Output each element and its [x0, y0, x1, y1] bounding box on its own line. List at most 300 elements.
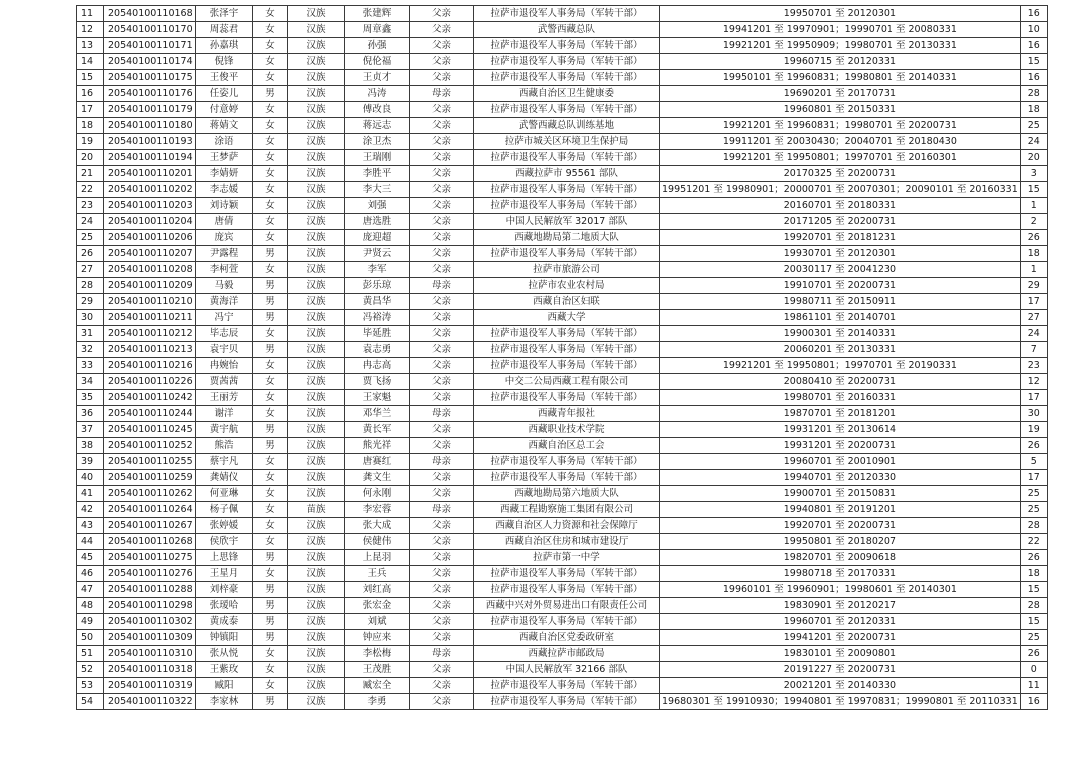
ethnicity-cell: 汉族 [288, 566, 345, 582]
table-row [77, 262, 1048, 278]
gender-cell: 女 [253, 358, 288, 374]
service-period-cell: 19861101 至 20140701 [660, 310, 1021, 326]
parent-name-cell: 何永刚 [345, 486, 410, 502]
exam-id-cell: 20540100110319 [104, 678, 196, 694]
gender-cell: 女 [253, 70, 288, 86]
service-period-cell: 19960801 至 20150331 [660, 102, 1021, 118]
exam-id-cell: 20540100110170 [104, 22, 196, 38]
work-unit-cell: 西藏拉萨市邮政局 [474, 646, 660, 662]
table-row [77, 374, 1048, 390]
years-cell: 26 [1020, 646, 1047, 662]
relation-cell: 父亲 [410, 262, 474, 278]
parent-name-cell: 冯涛 [345, 86, 410, 102]
row-index-cell: 27 [77, 262, 104, 278]
exam-id-cell: 20540100110210 [104, 294, 196, 310]
exam-id-cell: 20540100110180 [104, 118, 196, 134]
exam-id-cell: 20540100110194 [104, 150, 196, 166]
ethnicity-cell: 汉族 [288, 150, 345, 166]
work-unit-cell: 西藏大学 [474, 310, 660, 326]
ethnicity-cell: 汉族 [288, 6, 345, 22]
years-cell: 7 [1020, 342, 1047, 358]
service-period-cell: 19940701 至 20120330 [660, 470, 1021, 486]
row-index-cell: 11 [77, 6, 104, 22]
relation-cell: 父亲 [410, 598, 474, 614]
work-unit-cell: 西藏青年报社 [474, 406, 660, 422]
gender-cell: 男 [253, 614, 288, 630]
table-row [77, 294, 1048, 310]
table-row [77, 454, 1048, 470]
service-period-cell: 20170325 至 20200731 [660, 166, 1021, 182]
years-cell: 15 [1020, 182, 1047, 198]
table-row [77, 630, 1048, 646]
years-cell: 16 [1020, 70, 1047, 86]
ethnicity-cell: 汉族 [288, 54, 345, 70]
student-name-cell: 冯宁 [196, 310, 253, 326]
student-name-cell: 任姿儿 [196, 86, 253, 102]
row-index-cell: 41 [77, 486, 104, 502]
work-unit-cell: 拉萨市第一中学 [474, 550, 660, 566]
years-cell: 29 [1020, 278, 1047, 294]
ethnicity-cell: 汉族 [288, 342, 345, 358]
relation-cell: 父亲 [410, 182, 474, 198]
exam-id-cell: 20540100110309 [104, 630, 196, 646]
years-cell: 5 [1020, 454, 1047, 470]
service-period-cell: 19870701 至 20181201 [660, 406, 1021, 422]
relation-cell: 父亲 [410, 326, 474, 342]
gender-cell: 男 [253, 86, 288, 102]
years-cell: 25 [1020, 630, 1047, 646]
exam-id-cell: 20540100110322 [104, 694, 196, 710]
gender-cell: 女 [253, 454, 288, 470]
ethnicity-cell: 汉族 [288, 390, 345, 406]
ethnicity-cell: 汉族 [288, 534, 345, 550]
work-unit-cell: 拉萨市退役军人事务局（军转干部） [474, 54, 660, 70]
gender-cell: 女 [253, 134, 288, 150]
gender-cell: 女 [253, 662, 288, 678]
student-name-cell: 刘梓豪 [196, 582, 253, 598]
ethnicity-cell: 汉族 [288, 646, 345, 662]
relation-cell: 母亲 [410, 406, 474, 422]
gender-cell: 女 [253, 230, 288, 246]
row-index-cell: 35 [77, 390, 104, 406]
relation-cell: 父亲 [410, 374, 474, 390]
row-index-cell: 23 [77, 198, 104, 214]
parent-name-cell: 尹贤云 [345, 246, 410, 262]
gender-cell: 女 [253, 150, 288, 166]
ethnicity-cell: 汉族 [288, 662, 345, 678]
parent-name-cell: 倪伦福 [345, 54, 410, 70]
parent-name-cell: 唐赛红 [345, 454, 410, 470]
service-period-cell: 19951201 至 19980901；20000701 至 20070301；20090101 至 20160331 [660, 182, 1021, 198]
student-name-cell: 涂语 [196, 134, 253, 150]
gender-cell: 女 [253, 566, 288, 582]
table-row [77, 38, 1048, 54]
years-cell: 15 [1020, 614, 1047, 630]
exam-id-cell: 20540100110213 [104, 342, 196, 358]
parent-name-cell: 周章鑫 [345, 22, 410, 38]
work-unit-cell: 拉萨市退役军人事务局（军转干部） [474, 198, 660, 214]
gender-cell: 男 [253, 598, 288, 614]
years-cell: 22 [1020, 534, 1047, 550]
row-index-cell: 49 [77, 614, 104, 630]
parent-name-cell: 邓华兰 [345, 406, 410, 422]
service-period-cell: 19940801 至 20191201 [660, 502, 1021, 518]
parent-name-cell: 涂卫杰 [345, 134, 410, 150]
gender-cell: 女 [253, 166, 288, 182]
relation-cell: 父亲 [410, 662, 474, 678]
gender-cell: 女 [253, 54, 288, 70]
exam-id-cell: 20540100110207 [104, 246, 196, 262]
parent-name-cell: 袁志勇 [345, 342, 410, 358]
exam-id-cell: 20540100110298 [104, 598, 196, 614]
years-cell: 24 [1020, 326, 1047, 342]
years-cell: 26 [1020, 550, 1047, 566]
gender-cell: 男 [253, 694, 288, 710]
student-name-cell: 李家林 [196, 694, 253, 710]
table-row [77, 550, 1048, 566]
relation-cell: 父亲 [410, 534, 474, 550]
student-name-cell: 蔡宇凡 [196, 454, 253, 470]
service-period-cell: 19980701 至 20160331 [660, 390, 1021, 406]
row-index-cell: 21 [77, 166, 104, 182]
ethnicity-cell: 汉族 [288, 22, 345, 38]
parent-name-cell: 刘斌 [345, 614, 410, 630]
parent-name-cell: 上昆羽 [345, 550, 410, 566]
table-row [77, 694, 1048, 710]
row-index-cell: 45 [77, 550, 104, 566]
service-period-cell: 19690201 至 20170731 [660, 86, 1021, 102]
relation-cell: 母亲 [410, 502, 474, 518]
ethnicity-cell: 汉族 [288, 38, 345, 54]
service-period-cell: 19910701 至 20200731 [660, 278, 1021, 294]
parent-name-cell: 黄长军 [345, 422, 410, 438]
work-unit-cell: 西藏自治区总工会 [474, 438, 660, 454]
row-index-cell: 32 [77, 342, 104, 358]
row-index-cell: 13 [77, 38, 104, 54]
row-index-cell: 24 [77, 214, 104, 230]
relation-cell: 父亲 [410, 566, 474, 582]
years-cell: 27 [1020, 310, 1047, 326]
relation-cell: 父亲 [410, 118, 474, 134]
ethnicity-cell: 汉族 [288, 614, 345, 630]
relation-cell: 父亲 [410, 38, 474, 54]
row-index-cell: 47 [77, 582, 104, 598]
gender-cell: 女 [253, 374, 288, 390]
row-index-cell: 20 [77, 150, 104, 166]
service-period-cell: 19900301 至 20140331 [660, 326, 1021, 342]
service-period-cell: 19950801 至 20180207 [660, 534, 1021, 550]
row-index-cell: 25 [77, 230, 104, 246]
gender-cell: 男 [253, 246, 288, 262]
row-index-cell: 39 [77, 454, 104, 470]
ethnicity-cell: 汉族 [288, 214, 345, 230]
student-name-cell: 臧阳 [196, 678, 253, 694]
table-row [77, 22, 1048, 38]
row-index-cell: 16 [77, 86, 104, 102]
service-period-cell: 19960701 至 20010901 [660, 454, 1021, 470]
parent-name-cell: 张大成 [345, 518, 410, 534]
parent-name-cell: 李军 [345, 262, 410, 278]
ethnicity-cell: 汉族 [288, 230, 345, 246]
parent-name-cell: 王家魁 [345, 390, 410, 406]
exam-id-cell: 20540100110201 [104, 166, 196, 182]
gender-cell: 女 [253, 182, 288, 198]
table-row [77, 678, 1048, 694]
student-name-cell: 上思锋 [196, 550, 253, 566]
exam-id-cell: 20540100110206 [104, 230, 196, 246]
work-unit-cell: 拉萨市退役军人事务局（军转干部） [474, 342, 660, 358]
exam-id-cell: 20540100110204 [104, 214, 196, 230]
gender-cell: 女 [253, 534, 288, 550]
gender-cell: 男 [253, 422, 288, 438]
parent-name-cell: 侯健伟 [345, 534, 410, 550]
work-unit-cell: 西藏自治区卫生健康委 [474, 86, 660, 102]
exam-id-cell: 20540100110259 [104, 470, 196, 486]
work-unit-cell: 拉萨市农业农村局 [474, 278, 660, 294]
work-unit-cell: 西藏自治区人力资源和社会保障厅 [474, 518, 660, 534]
exam-id-cell: 20540100110262 [104, 486, 196, 502]
gender-cell: 女 [253, 390, 288, 406]
work-unit-cell: 西藏拉萨市 95561 部队 [474, 166, 660, 182]
records-table [76, 5, 1048, 710]
work-unit-cell: 拉萨市退役军人事务局（军转干部） [474, 246, 660, 262]
years-cell: 17 [1020, 390, 1047, 406]
table-row [77, 614, 1048, 630]
student-name-cell: 王星月 [196, 566, 253, 582]
years-cell: 24 [1020, 134, 1047, 150]
work-unit-cell: 拉萨市旅游公司 [474, 262, 660, 278]
student-name-cell: 何亚琳 [196, 486, 253, 502]
ethnicity-cell: 汉族 [288, 102, 345, 118]
relation-cell: 父亲 [410, 422, 474, 438]
parent-name-cell: 王瑞刚 [345, 150, 410, 166]
work-unit-cell: 拉萨市退役军人事务局（军转干部） [474, 582, 660, 598]
table-row [77, 534, 1048, 550]
work-unit-cell: 拉萨市退役军人事务局（军转干部） [474, 566, 660, 582]
parent-name-cell: 李大三 [345, 182, 410, 198]
student-name-cell: 张从悦 [196, 646, 253, 662]
exam-id-cell: 20540100110174 [104, 54, 196, 70]
relation-cell: 父亲 [410, 486, 474, 502]
gender-cell: 女 [253, 22, 288, 38]
years-cell: 25 [1020, 118, 1047, 134]
student-name-cell: 王紫玫 [196, 662, 253, 678]
work-unit-cell: 拉萨市退役军人事务局（军转干部） [474, 38, 660, 54]
relation-cell: 父亲 [410, 230, 474, 246]
service-period-cell: 19921201 至 19950801；19970701 至 20160301 [660, 150, 1021, 166]
service-period-cell: 19941201 至 20200731 [660, 630, 1021, 646]
service-period-cell: 19830101 至 20090801 [660, 646, 1021, 662]
exam-id-cell: 20540100110211 [104, 310, 196, 326]
relation-cell: 父亲 [410, 582, 474, 598]
parent-name-cell: 李勇 [345, 694, 410, 710]
gender-cell: 男 [253, 582, 288, 598]
exam-id-cell: 20540100110275 [104, 550, 196, 566]
parent-name-cell: 王兵 [345, 566, 410, 582]
ethnicity-cell: 汉族 [288, 550, 345, 566]
work-unit-cell: 西藏工程勘察施工集团有限公司 [474, 502, 660, 518]
table-row [77, 134, 1048, 150]
parent-name-cell: 毕延胜 [345, 326, 410, 342]
parent-name-cell: 臧宏全 [345, 678, 410, 694]
parent-name-cell: 刘红高 [345, 582, 410, 598]
years-cell: 17 [1020, 294, 1047, 310]
relation-cell: 母亲 [410, 646, 474, 662]
years-cell: 10 [1020, 22, 1047, 38]
years-cell: 28 [1020, 518, 1047, 534]
work-unit-cell: 武警西藏总队训练基地 [474, 118, 660, 134]
exam-id-cell: 20540100110175 [104, 70, 196, 86]
ethnicity-cell: 汉族 [288, 278, 345, 294]
parent-name-cell: 孙强 [345, 38, 410, 54]
student-name-cell: 李志媛 [196, 182, 253, 198]
relation-cell: 母亲 [410, 86, 474, 102]
exam-id-cell: 20540100110226 [104, 374, 196, 390]
years-cell: 30 [1020, 406, 1047, 422]
row-index-cell: 14 [77, 54, 104, 70]
table-row [77, 230, 1048, 246]
years-cell: 2 [1020, 214, 1047, 230]
ethnicity-cell: 汉族 [288, 582, 345, 598]
service-period-cell: 20030117 至 20041230 [660, 262, 1021, 278]
table-row [77, 198, 1048, 214]
years-cell: 0 [1020, 662, 1047, 678]
table-row [77, 390, 1048, 406]
service-period-cell: 19921201 至 19950801；19970701 至 20190331 [660, 358, 1021, 374]
exam-id-cell: 20540100110202 [104, 182, 196, 198]
student-name-cell: 庞宾 [196, 230, 253, 246]
exam-id-cell: 20540100110168 [104, 6, 196, 22]
work-unit-cell: 西藏自治区住房和城市建设厅 [474, 534, 660, 550]
table-row [77, 86, 1048, 102]
ethnicity-cell: 汉族 [288, 310, 345, 326]
student-name-cell: 张泽宇 [196, 6, 253, 22]
student-name-cell: 孙嘉琪 [196, 38, 253, 54]
relation-cell: 父亲 [410, 342, 474, 358]
parent-name-cell: 蒋远志 [345, 118, 410, 134]
table-row [77, 646, 1048, 662]
ethnicity-cell: 汉族 [288, 406, 345, 422]
parent-name-cell: 冉志高 [345, 358, 410, 374]
relation-cell: 父亲 [410, 6, 474, 22]
years-cell: 16 [1020, 6, 1047, 22]
exam-id-cell: 20540100110288 [104, 582, 196, 598]
ethnicity-cell: 汉族 [288, 518, 345, 534]
table-row [77, 150, 1048, 166]
row-index-cell: 36 [77, 406, 104, 422]
service-period-cell: 20171205 至 20200731 [660, 214, 1021, 230]
row-index-cell: 44 [77, 534, 104, 550]
years-cell: 28 [1020, 598, 1047, 614]
relation-cell: 母亲 [410, 454, 474, 470]
relation-cell: 父亲 [410, 214, 474, 230]
table-row [77, 502, 1048, 518]
gender-cell: 女 [253, 502, 288, 518]
ethnicity-cell: 汉族 [288, 198, 345, 214]
row-index-cell: 30 [77, 310, 104, 326]
work-unit-cell: 拉萨市退役军人事务局（军转干部） [474, 182, 660, 198]
ethnicity-cell: 汉族 [288, 358, 345, 374]
service-period-cell: 19980711 至 20150911 [660, 294, 1021, 310]
relation-cell: 父亲 [410, 614, 474, 630]
row-index-cell: 15 [77, 70, 104, 86]
service-period-cell: 19960715 至 20120331 [660, 54, 1021, 70]
relation-cell: 父亲 [410, 358, 474, 374]
years-cell: 23 [1020, 358, 1047, 374]
years-cell: 26 [1020, 438, 1047, 454]
ethnicity-cell: 汉族 [288, 182, 345, 198]
service-period-cell: 19960701 至 20120331 [660, 614, 1021, 630]
exam-id-cell: 20540100110179 [104, 102, 196, 118]
row-index-cell: 37 [77, 422, 104, 438]
parent-name-cell: 王贞才 [345, 70, 410, 86]
years-cell: 26 [1020, 230, 1047, 246]
gender-cell: 女 [253, 486, 288, 502]
ethnicity-cell: 汉族 [288, 134, 345, 150]
parent-name-cell: 贾飞扬 [345, 374, 410, 390]
ethnicity-cell: 汉族 [288, 422, 345, 438]
work-unit-cell: 西藏中兴对外贸易进出口有限责任公司 [474, 598, 660, 614]
years-cell: 19 [1020, 422, 1047, 438]
student-name-cell: 李婧妍 [196, 166, 253, 182]
student-name-cell: 蒋婧文 [196, 118, 253, 134]
ethnicity-cell: 汉族 [288, 326, 345, 342]
student-name-cell: 龚婧仪 [196, 470, 253, 486]
relation-cell: 父亲 [410, 134, 474, 150]
parent-name-cell: 李胜平 [345, 166, 410, 182]
years-cell: 18 [1020, 566, 1047, 582]
exam-id-cell: 20540100110209 [104, 278, 196, 294]
ethnicity-cell: 汉族 [288, 246, 345, 262]
ethnicity-cell: 汉族 [288, 454, 345, 470]
years-cell: 16 [1020, 694, 1047, 710]
years-cell: 1 [1020, 198, 1047, 214]
work-unit-cell: 拉萨市退役军人事务局（军转干部） [474, 326, 660, 342]
ethnicity-cell: 汉族 [288, 262, 345, 278]
table-row [77, 662, 1048, 678]
relation-cell: 父亲 [410, 294, 474, 310]
years-cell: 16 [1020, 38, 1047, 54]
table-row [77, 598, 1048, 614]
exam-id-cell: 20540100110264 [104, 502, 196, 518]
relation-cell: 父亲 [410, 198, 474, 214]
student-name-cell: 冉婉怡 [196, 358, 253, 374]
student-name-cell: 熊浩 [196, 438, 253, 454]
relation-cell: 父亲 [410, 150, 474, 166]
gender-cell: 男 [253, 294, 288, 310]
row-index-cell: 33 [77, 358, 104, 374]
service-period-cell: 20160701 至 20180331 [660, 198, 1021, 214]
exam-id-cell: 20540100110242 [104, 390, 196, 406]
gender-cell: 男 [253, 278, 288, 294]
exam-id-cell: 20540100110244 [104, 406, 196, 422]
exam-id-cell: 20540100110302 [104, 614, 196, 630]
exam-id-cell: 20540100110208 [104, 262, 196, 278]
work-unit-cell: 拉萨市退役军人事务局（军转干部） [474, 70, 660, 86]
service-period-cell: 19950101 至 19960831；19980801 至 20140331 [660, 70, 1021, 86]
table-row [77, 118, 1048, 134]
service-period-cell: 19680301 至 19910930；19940801 至 19970831；19990801 至 20110331 [660, 694, 1021, 710]
student-name-cell: 王丽芳 [196, 390, 253, 406]
ethnicity-cell: 汉族 [288, 86, 345, 102]
service-period-cell: 19950701 至 20120301 [660, 6, 1021, 22]
row-index-cell: 40 [77, 470, 104, 486]
service-period-cell: 19921201 至 19950909；19980701 至 20130331 [660, 38, 1021, 54]
parent-name-cell: 傅改良 [345, 102, 410, 118]
relation-cell: 父亲 [410, 246, 474, 262]
row-index-cell: 43 [77, 518, 104, 534]
row-index-cell: 52 [77, 662, 104, 678]
